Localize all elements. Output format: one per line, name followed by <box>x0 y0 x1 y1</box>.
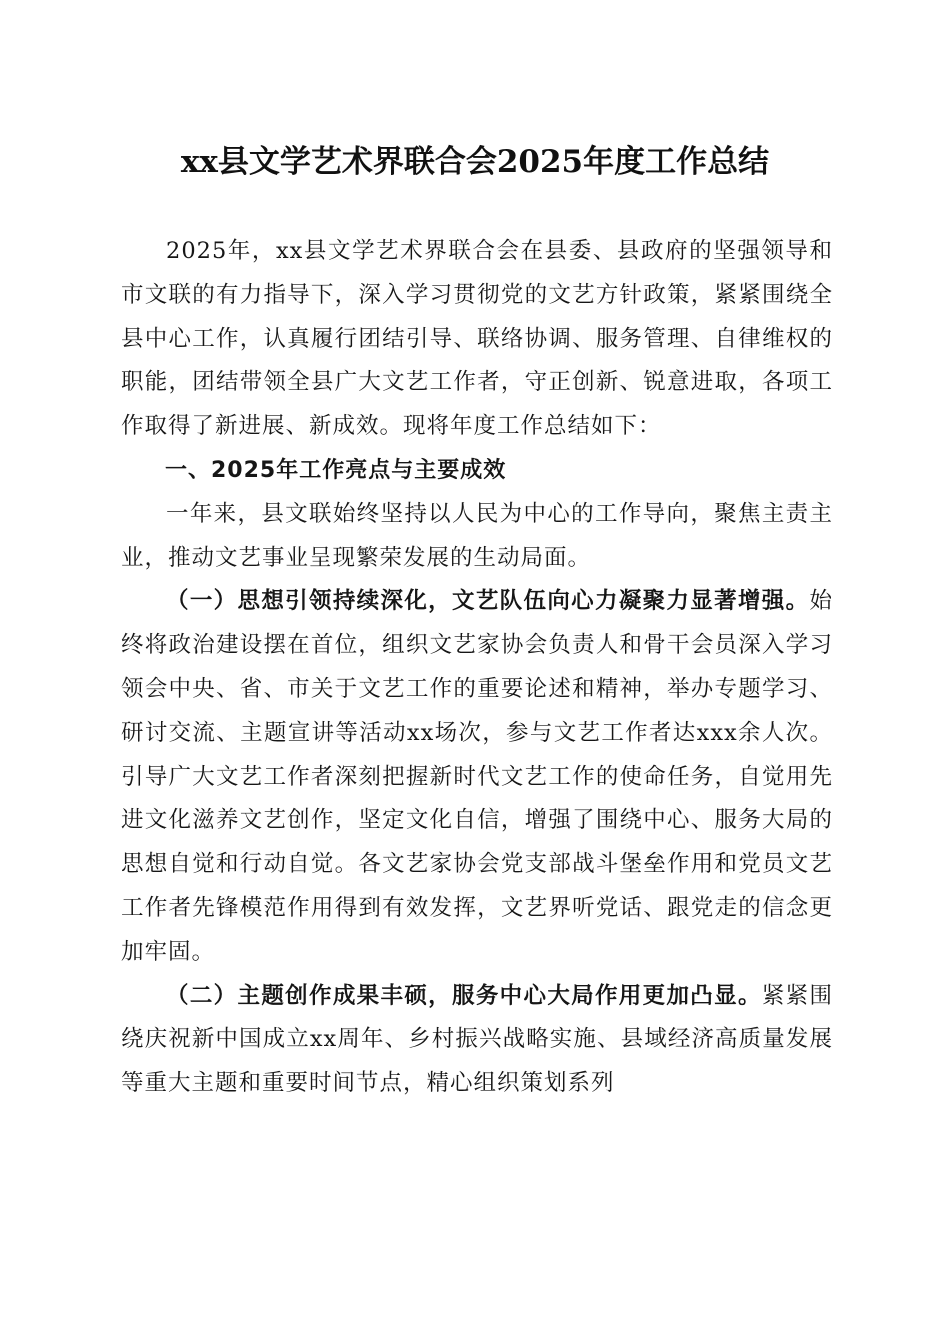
item-lead-1: （一）思想引领持续深化，文艺队伍向心力凝聚力显著增强。 <box>166 588 810 615</box>
item-lead-2: （二）主题创作成果丰硕，服务中心大局作用更加凸显。 <box>166 982 762 1009</box>
document-body <box>121 230 833 1106</box>
section-heading: 一、2025年工作亮点与主要成效 <box>165 457 507 483</box>
item-paragraph-1 <box>121 580 833 974</box>
item-paragraph-2 <box>121 975 833 1106</box>
intro-paragraph: 2025年，xx县文学艺术界联合会在县委、县政府的坚强领导和市文联的有力指导下，深入学习贯彻党的文艺方针政策，紧紧围绕全县中心工作，认真履行团结引导、联络协调、服务管理、自律维权的职能，团结带领全县广大文艺工作者，守正创新、锐意进取，各项工作取得了新进展、新成效。现将年度工作总结如下： <box>121 238 833 440</box>
item-text-2: 紧紧围绕庆祝新中国成立xx周年、乡村振兴战略实施、县域经济高质量发展等重大主题和重要时间节点，精心组织策划系列 <box>121 982 833 1097</box>
item-text-1: 始终将政治建设摆在首位，组织文艺家协会负责人和骨干会员深入学习领会中央、省、市关于文艺工作的重要论述和精神，举办专题学习、研讨交流、主题宣讲等活动xx场次，参与文艺工作者达xxx余人次。引导广大文艺工作者深刻把握新时代文艺工作的使命任务，自觉用先进文化滋养文艺创作，坚定文化自信，增强了围绕中心、服务大局的思想自觉和行动自觉。各文艺家协会党支部战斗堡垒作用和党员文艺工作者先锋模范作用得到有效发挥，文艺界听党话、跟党走的信念更加牢固。 <box>121 588 833 965</box>
document-title: xx县文学艺术界联合会2025年度工作总结 <box>180 144 770 180</box>
section-summary-paragraph: 一年来，县文联始终坚持以人民为中心的工作导向，聚焦主责主业，推动文艺事业呈现繁荣发展的生动局面。 <box>121 500 833 571</box>
